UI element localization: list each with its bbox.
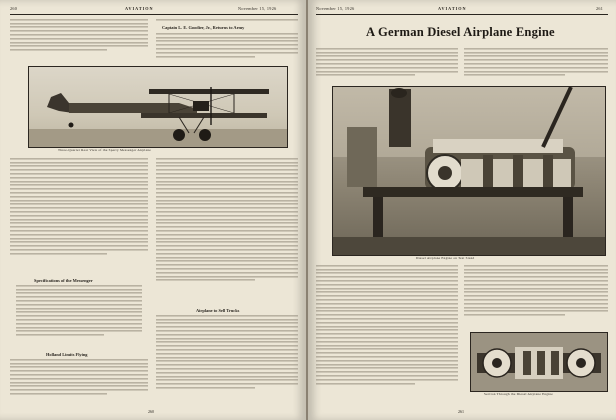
left-lower-col-1b	[10, 357, 148, 409]
left-lower-col-2	[156, 156, 298, 306]
left-lower-col-1	[10, 156, 148, 274]
trucks-heading: Airplane to Sell Trucks	[196, 308, 240, 313]
right-header-rule	[316, 14, 608, 15]
biplane-illustration	[29, 67, 287, 147]
messenger-airplane-photo	[28, 66, 288, 148]
section-illustration	[471, 333, 607, 391]
left-header-rule	[10, 14, 298, 15]
right-header-page-number: 261	[596, 6, 604, 11]
engine-section-drawing	[470, 332, 608, 392]
left-header-date: November 15, 1926	[238, 6, 277, 11]
right-header-date: November 15, 1926	[316, 6, 355, 11]
engine-photo-caption: Diesel Airplane Engine on Test Stand	[416, 256, 475, 260]
airplane-photo-caption: Three-Quarter Rear View of the Sperry Messenger Airplane	[58, 148, 151, 152]
left-header-page-number: 260	[10, 6, 18, 11]
engine-illustration	[333, 87, 605, 255]
section-drawing-caption: Section Through the Diesel Airplane Engine	[484, 392, 553, 396]
left-top-col-2	[156, 17, 298, 25]
left-page	[0, 0, 306, 420]
left-header-title: AVIATION	[125, 6, 154, 11]
right-lower-col-1	[316, 263, 458, 411]
left-top-col-1	[10, 17, 148, 65]
left-top-col-2b	[156, 31, 298, 67]
article-title: A German Diesel Airplane Engine	[366, 25, 555, 39]
right-page	[308, 0, 616, 420]
right-intro-col-1	[316, 46, 458, 86]
specifications-table	[16, 283, 142, 349]
specifications-heading: Specifications of the Messenger	[34, 278, 93, 283]
right-lower-col-2	[464, 263, 608, 329]
left-folio: 260	[148, 409, 154, 414]
diesel-engine-photo	[332, 86, 606, 256]
right-intro-col-2	[464, 46, 608, 86]
captain-heading: Captain L. E. Goodier, Jr., Returns to Army	[162, 25, 245, 30]
left-lower-col-2b	[156, 313, 298, 409]
right-header-title: AVIATION	[438, 6, 467, 11]
holland-heading: Holland Limits Flying	[46, 352, 88, 357]
right-folio: 261	[458, 409, 464, 414]
